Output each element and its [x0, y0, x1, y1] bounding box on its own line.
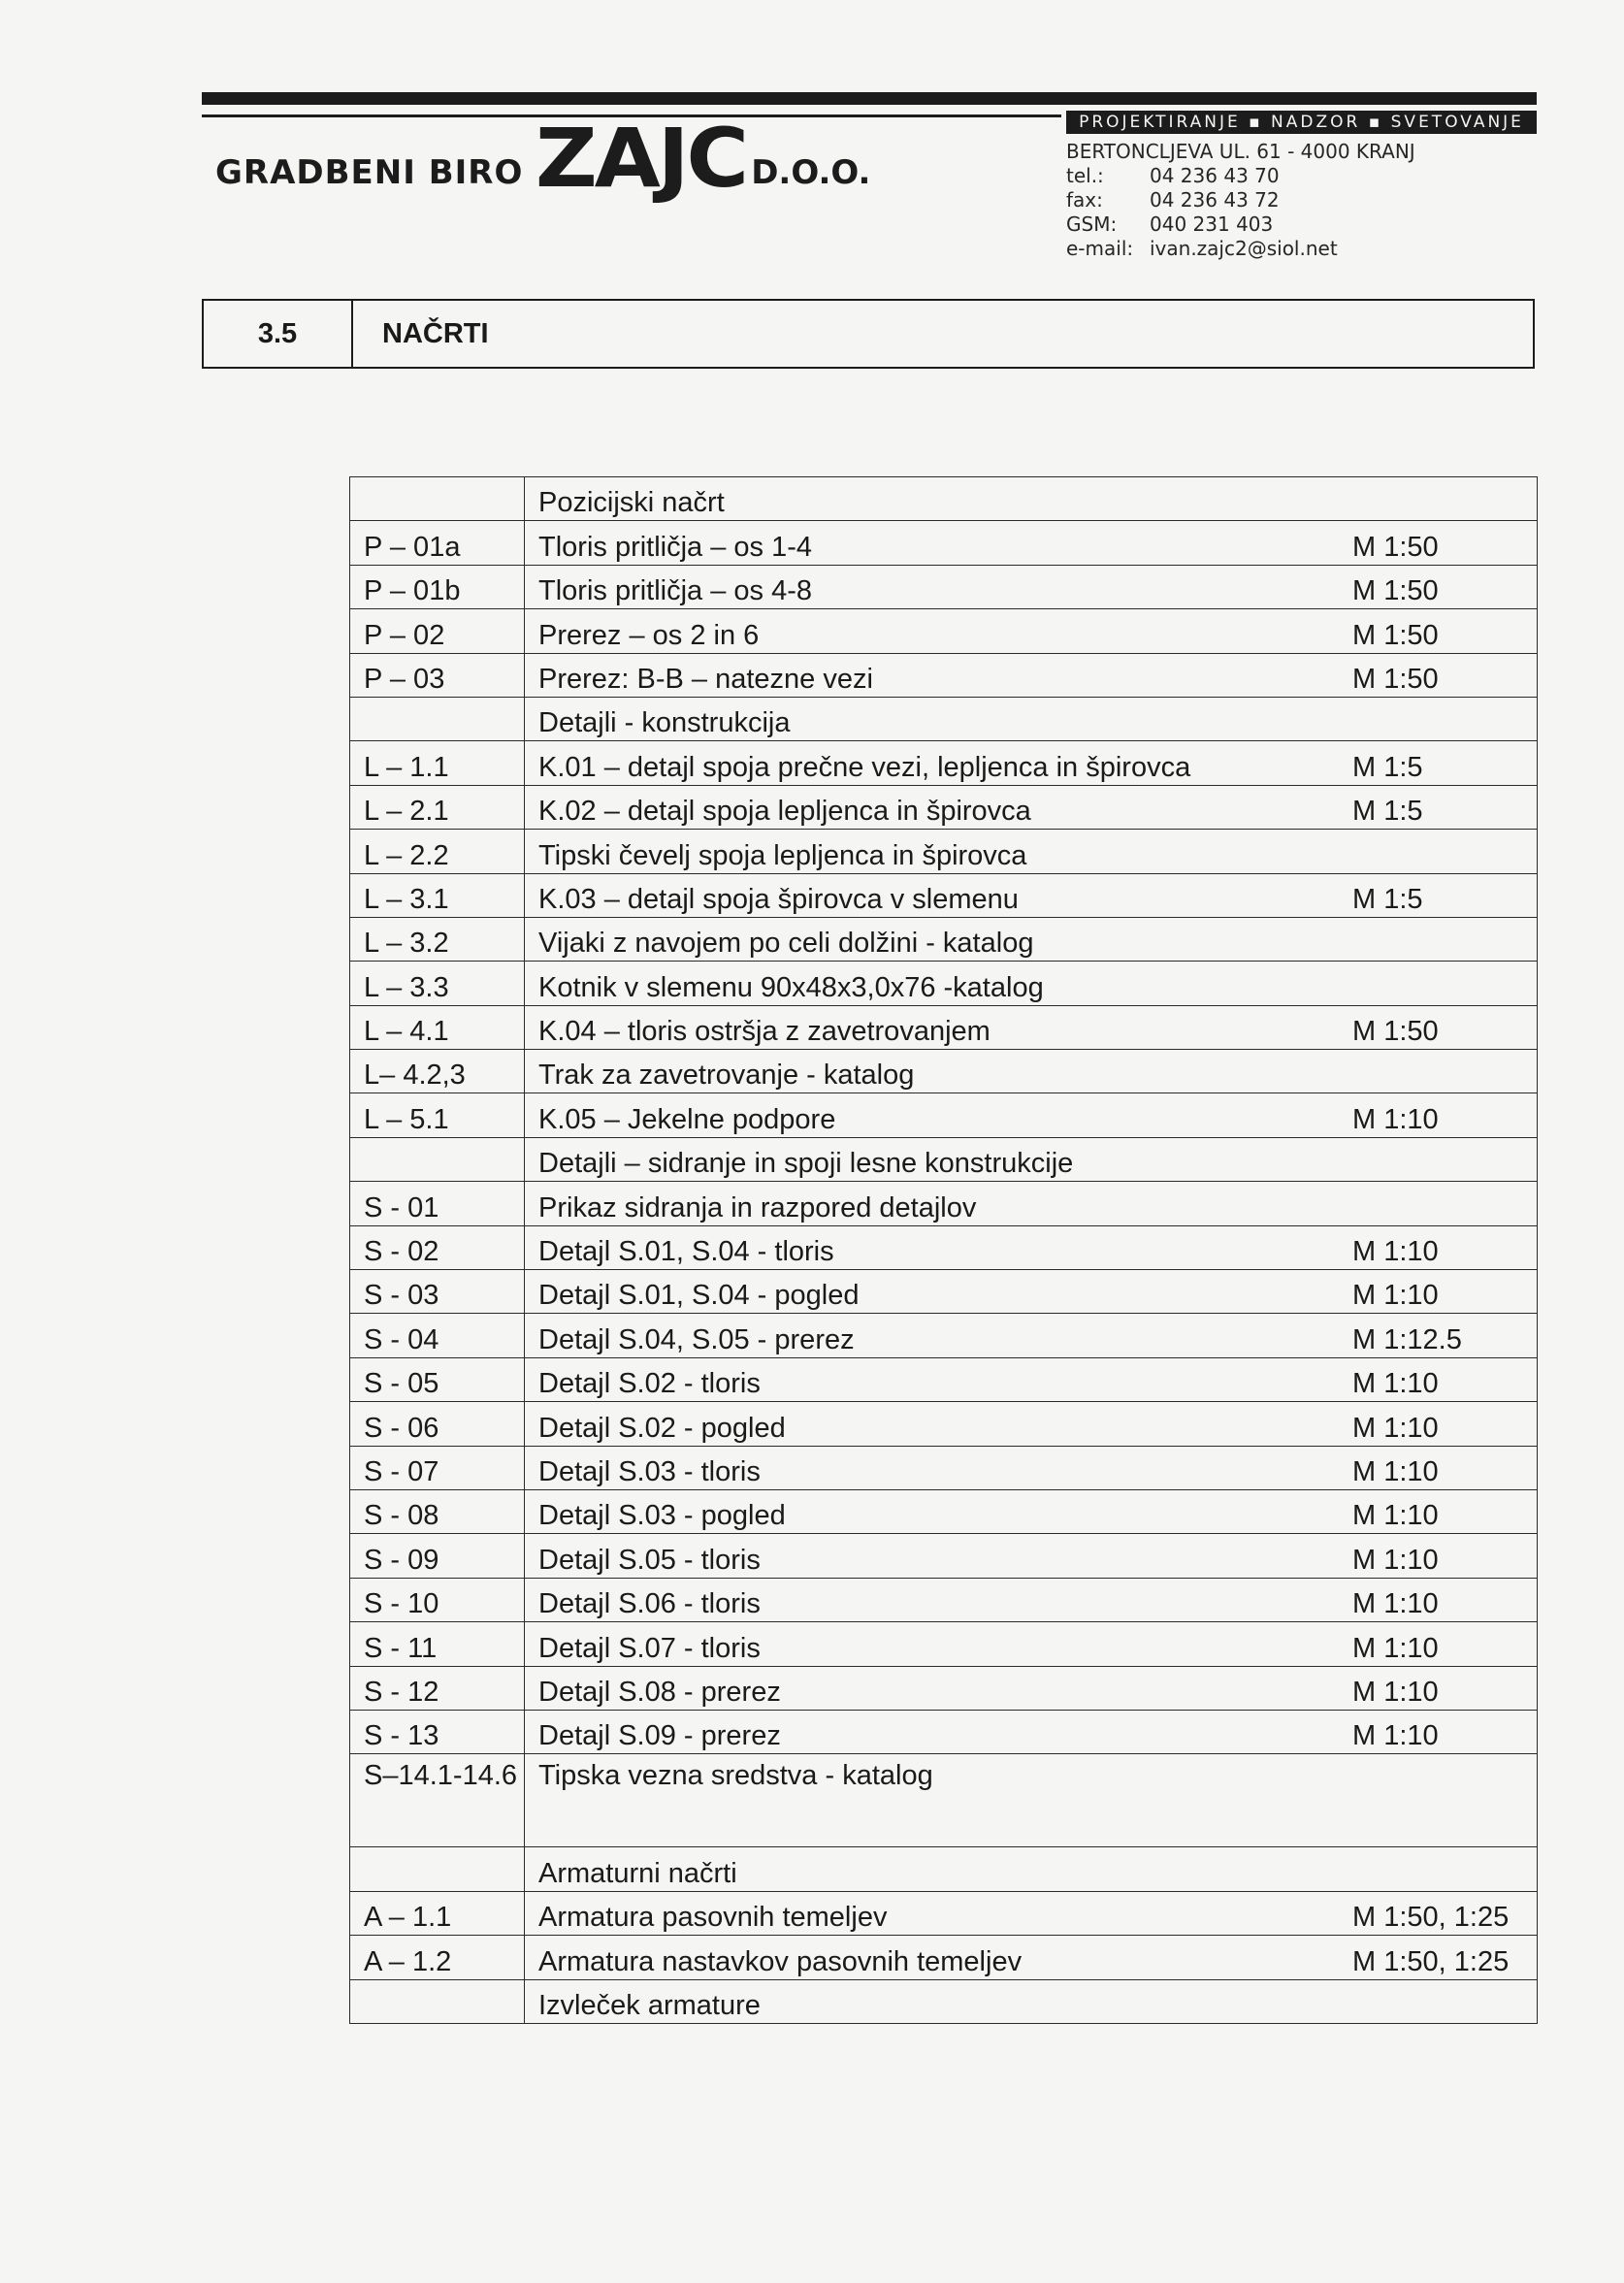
- drawing-description-cell: Detajl S.09 - prerez: [525, 1710, 1353, 1753]
- drawing-description-cell: Izvleček armature: [525, 1979, 1353, 2023]
- table-row: [350, 1182, 1538, 1225]
- table-row: [350, 1402, 1538, 1446]
- drawing-scale-cell: M 1:50: [1352, 521, 1538, 565]
- drawing-code-cell: [350, 697, 525, 740]
- drawing-code-cell: L– 4.2,3: [350, 1050, 525, 1093]
- contact-value: 04 236 43 72: [1150, 188, 1280, 212]
- drawing-description-cell: Tloris pritličja – os 1-4: [525, 521, 1353, 565]
- contact-value: ivan.zajc2@siol.net: [1150, 237, 1338, 260]
- drawing-code-cell: S - 03: [350, 1270, 525, 1314]
- section-number: 3.5: [204, 301, 353, 367]
- drawing-code-cell: S - 10: [350, 1578, 525, 1621]
- table-row: [350, 1754, 1538, 1847]
- drawing-scale-cell: M 1:5: [1352, 741, 1538, 785]
- drawing-scale-cell: M 1:10: [1352, 1534, 1538, 1578]
- drawing-description-cell: Detajl S.02 - pogled: [525, 1402, 1353, 1446]
- table-row: [350, 477, 1538, 521]
- drawing-scale-cell: [1352, 1754, 1538, 1847]
- table-row: [350, 1847, 1538, 1891]
- address-line: BERTONCLJEVA UL. 61 - 4000 KRANJ: [1066, 140, 1415, 163]
- drawing-code-cell: P – 01b: [350, 565, 525, 608]
- table-row: [350, 1357, 1538, 1401]
- drawing-description-cell: Detajl S.05 - tloris: [525, 1534, 1353, 1578]
- drawing-scale-cell: [1352, 917, 1538, 961]
- table-row: [350, 1622, 1538, 1666]
- drawing-description-cell: Detajl S.02 - tloris: [525, 1357, 1353, 1401]
- table-row: [350, 741, 1538, 785]
- drawing-code-cell: S - 02: [350, 1225, 525, 1269]
- table-row: [350, 1270, 1538, 1314]
- table-row: [350, 1093, 1538, 1137]
- contact-label: tel.:: [1066, 164, 1104, 187]
- drawing-code-cell: S - 05: [350, 1357, 525, 1401]
- company-suffix: D.O.O.: [751, 153, 871, 192]
- drawing-code-cell: P – 01a: [350, 521, 525, 565]
- drawing-description-cell: K.01 – detajl spoja prečne vezi, lepljenca in špirovca: [525, 741, 1353, 785]
- drawing-code-cell: S - 01: [350, 1182, 525, 1225]
- drawing-scale-cell: M 1:10: [1352, 1093, 1538, 1137]
- drawing-description-cell: Tipski čevelj spoja lepljenca in špirovca: [525, 830, 1353, 873]
- drawing-scale-cell: [1352, 830, 1538, 873]
- drawing-code-cell: A – 1.2: [350, 1936, 525, 1979]
- drawing-code-cell: S - 13: [350, 1710, 525, 1753]
- table-row: [350, 1137, 1538, 1181]
- drawing-description-cell: Pozicijski načrt: [525, 477, 1353, 521]
- drawing-scale-cell: [1352, 1979, 1538, 2023]
- section-heading: [202, 299, 1535, 369]
- drawing-description-cell: Detajl S.03 - pogled: [525, 1489, 1353, 1533]
- drawing-scale-cell: M 1:50: [1352, 609, 1538, 653]
- drawing-scale-cell: [1352, 1050, 1538, 1093]
- table-row: [350, 1225, 1538, 1269]
- drawing-scale-cell: [1352, 1847, 1538, 1891]
- drawing-code-cell: L – 3.1: [350, 873, 525, 917]
- drawing-scale-cell: [1352, 1182, 1538, 1225]
- drawing-code-cell: L – 4.1: [350, 1005, 525, 1049]
- drawing-description-cell: Detajl S.07 - tloris: [525, 1622, 1353, 1666]
- table-row: [350, 830, 1538, 873]
- drawing-scale-cell: [1352, 1137, 1538, 1181]
- company-name: GRADBENI BIRO: [215, 153, 524, 192]
- drawing-code-cell: L – 3.2: [350, 917, 525, 961]
- drawing-scale-cell: M 1:10: [1352, 1622, 1538, 1666]
- contact-row: [1066, 212, 1415, 237]
- drawing-description-cell: Detajl S.01, S.04 - pogled: [525, 1270, 1353, 1314]
- drawing-code-cell: S - 12: [350, 1666, 525, 1710]
- drawing-scale-cell: M 1:10: [1352, 1489, 1538, 1533]
- drawing-code-cell: S - 11: [350, 1622, 525, 1666]
- table-row: [350, 521, 1538, 565]
- drawing-description-cell: Detajl S.06 - tloris: [525, 1578, 1353, 1621]
- drawing-code-cell: P – 03: [350, 653, 525, 697]
- company-logo: [215, 111, 871, 206]
- table-row: [350, 785, 1538, 829]
- drawing-description-cell: Detajl S.01, S.04 - tloris: [525, 1225, 1353, 1269]
- table-row: [350, 1578, 1538, 1621]
- drawings-table: [349, 476, 1538, 2024]
- drawing-scale-cell: M 1:10: [1352, 1270, 1538, 1314]
- drawing-description-cell: Detajl S.03 - tloris: [525, 1446, 1353, 1489]
- services-banner: PROJEKTIRANJE ▪ NADZOR ▪ SVETOVANJE: [1066, 111, 1537, 134]
- table-row: [350, 1314, 1538, 1357]
- contact-label: fax:: [1066, 188, 1103, 212]
- drawing-description-cell: Detajl S.04, S.05 - prerez: [525, 1314, 1353, 1357]
- drawing-code-cell: L – 1.1: [350, 741, 525, 785]
- table-row: [350, 697, 1538, 740]
- contact-value: 04 236 43 70: [1150, 164, 1280, 187]
- drawing-scale-cell: M 1:10: [1352, 1402, 1538, 1446]
- section-title: NAČRTI: [382, 317, 489, 349]
- drawing-code-cell: S - 06: [350, 1402, 525, 1446]
- table-row: [350, 1936, 1538, 1979]
- drawing-description-cell: Detajli - konstrukcija: [525, 697, 1353, 740]
- drawing-description-cell: Trak za zavetrovanje - katalog: [525, 1050, 1353, 1093]
- table-row: [350, 1710, 1538, 1753]
- drawing-code-cell: L – 3.3: [350, 962, 525, 1005]
- drawing-code-cell: S - 07: [350, 1446, 525, 1489]
- table-row: [350, 1891, 1538, 1935]
- drawing-code-cell: L – 2.2: [350, 830, 525, 873]
- drawing-description-cell: Tipska vezna sredstva - katalog: [525, 1754, 1353, 1847]
- drawing-scale-cell: M 1:5: [1352, 785, 1538, 829]
- drawing-scale-cell: M 1:10: [1352, 1666, 1538, 1710]
- drawing-code-cell: S–14.1-14.6: [350, 1754, 525, 1847]
- drawing-description-cell: Prerez: B-B – natezne vezi: [525, 653, 1353, 697]
- drawing-description-cell: K.03 – detajl spoja špirovca v slemenu: [525, 873, 1353, 917]
- drawing-code-cell: [350, 1979, 525, 2023]
- table-row: [350, 873, 1538, 917]
- drawing-description-cell: Armaturni načrti: [525, 1847, 1353, 1891]
- drawing-description-cell: K.05 – Jekelne podpore: [525, 1093, 1353, 1137]
- drawing-scale-cell: M 1:10: [1352, 1710, 1538, 1753]
- drawing-scale-cell: M 1:10: [1352, 1225, 1538, 1269]
- drawing-scale-cell: M 1:10: [1352, 1357, 1538, 1401]
- table-row: [350, 962, 1538, 1005]
- table-row: [350, 1489, 1538, 1533]
- drawing-code-cell: L – 5.1: [350, 1093, 525, 1137]
- drawing-scale-cell: [1352, 477, 1538, 521]
- drawing-scale-cell: M 1:10: [1352, 1446, 1538, 1489]
- table-row: [350, 565, 1538, 608]
- drawing-code-cell: A – 1.1: [350, 1891, 525, 1935]
- drawing-description-cell: Armatura nastavkov pasovnih temeljev: [525, 1936, 1353, 1979]
- drawing-scale-cell: [1352, 697, 1538, 740]
- drawing-code-cell: S - 04: [350, 1314, 525, 1357]
- drawing-code-cell: [350, 1847, 525, 1891]
- table-row: [350, 1979, 1538, 2023]
- table-row: [350, 1050, 1538, 1093]
- table-row: [350, 609, 1538, 653]
- drawing-description-cell: Prerez – os 2 in 6: [525, 609, 1353, 653]
- header-top-bar: [202, 92, 1537, 105]
- drawing-description-cell: K.02 – detajl spoja lepljenca in špirovca: [525, 785, 1353, 829]
- contact-label: GSM:: [1066, 212, 1118, 236]
- drawing-scale-cell: M 1:12.5: [1352, 1314, 1538, 1357]
- contact-label: e-mail:: [1066, 237, 1134, 260]
- drawing-description-cell: Detajli – sidranje in spoji lesne konstrukcije: [525, 1137, 1353, 1181]
- drawing-code-cell: S - 08: [350, 1489, 525, 1533]
- table-row: [350, 1534, 1538, 1578]
- drawing-description-cell: Kotnik v slemenu 90x48x3,0x76 -katalog: [525, 962, 1353, 1005]
- drawing-scale-cell: M 1:5: [1352, 873, 1538, 917]
- drawing-code-cell: P – 02: [350, 609, 525, 653]
- drawings-table-body: [350, 477, 1538, 2024]
- drawing-description-cell: Prikaz sidranja in razpored detajlov: [525, 1182, 1353, 1225]
- table-row: [350, 1005, 1538, 1049]
- table-row: [350, 653, 1538, 697]
- drawing-scale-cell: M 1:50, 1:25: [1352, 1936, 1538, 1979]
- drawing-description-cell: Vijaki z navojem po celi dolžini - katalog: [525, 917, 1353, 961]
- table-row: [350, 1666, 1538, 1710]
- drawing-description-cell: Armatura pasovnih temeljev: [525, 1891, 1353, 1935]
- table-row: [350, 917, 1538, 961]
- drawing-description-cell: Tloris pritličja – os 4-8: [525, 565, 1353, 608]
- drawing-scale-cell: M 1:50: [1352, 565, 1538, 608]
- drawing-scale-cell: M 1:50: [1352, 1005, 1538, 1049]
- contact-value: 040 231 403: [1150, 212, 1274, 236]
- drawing-scale-cell: M 1:50, 1:25: [1352, 1891, 1538, 1935]
- drawing-code-cell: L – 2.1: [350, 785, 525, 829]
- drawing-description-cell: K.04 – tloris ostršja z zavetrovanjem: [525, 1005, 1353, 1049]
- contact-row: [1066, 237, 1415, 261]
- drawing-description-cell: Detajl S.08 - prerez: [525, 1666, 1353, 1710]
- drawing-code-cell: S - 09: [350, 1534, 525, 1578]
- table-row: [350, 1446, 1538, 1489]
- drawing-code-cell: [350, 477, 525, 521]
- logo-mark: ZAJC: [536, 111, 747, 206]
- contact-row: [1066, 164, 1415, 188]
- drawing-code-cell: [350, 1137, 525, 1181]
- drawing-scale-cell: M 1:50: [1352, 653, 1538, 697]
- contact-block: [1066, 140, 1415, 261]
- contact-row: [1066, 188, 1415, 212]
- drawing-scale-cell: M 1:10: [1352, 1578, 1538, 1621]
- drawing-scale-cell: [1352, 962, 1538, 1005]
